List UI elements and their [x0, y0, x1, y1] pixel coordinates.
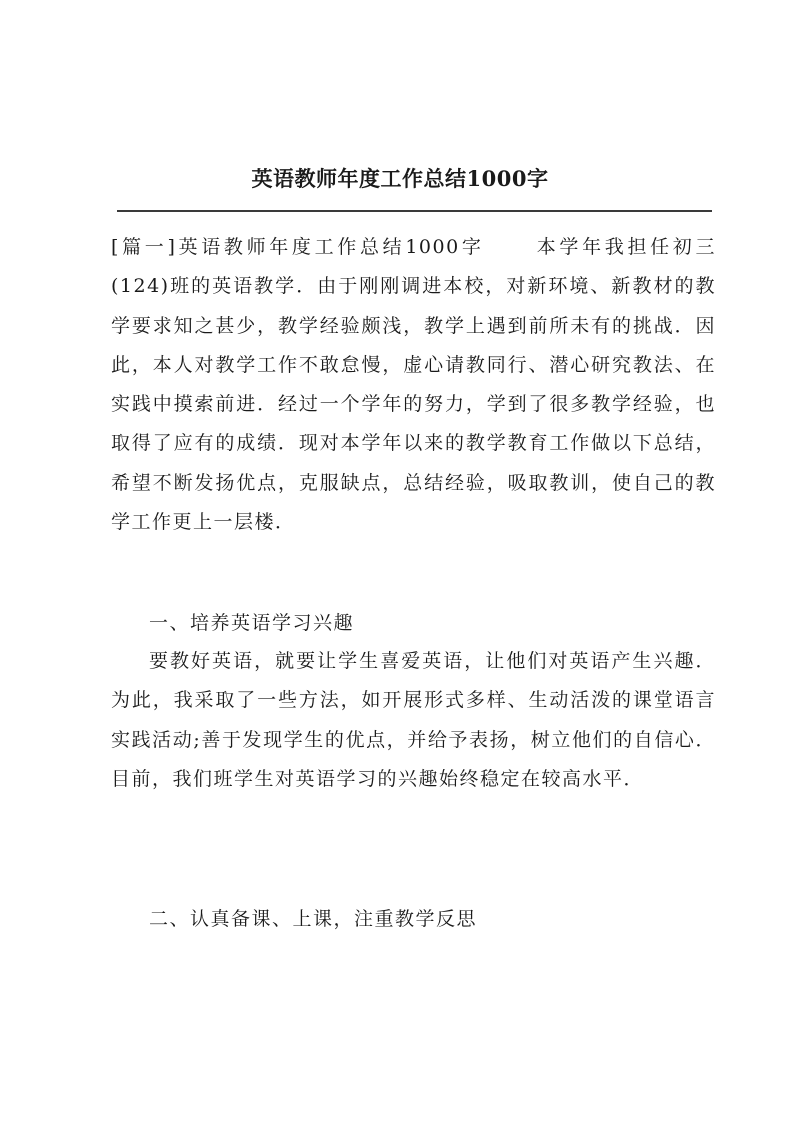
section-1-body: 要教好英语，就要让学生喜爱英语，让他们对英语产生兴趣．为此，我采取了一些方法，如开展形式多样、生动活泼的课堂语言实践活动;善于发现学生的优点，并给予表扬，树立他们的自信心．目前，我们班学生对英语学习的兴趣始终稳定在较高水平． — [111, 650, 716, 790]
intro-paragraph — [111, 228, 716, 542]
section-2-heading: 二、认真备课、上课，注重教学反思 — [149, 908, 478, 930]
intro-label: [篇一]英语教师年度工作总结1000字 — [111, 236, 485, 258]
title-divider — [117, 210, 712, 212]
section-1-heading: 一、培养英语学习兴趣 — [149, 612, 355, 634]
intro-body: 本学年我担任初三(124)班的英语教学．由于刚刚调进本校，对新环境、新教材的教学要求知之甚少，教学经验颇浅，教学上遇到前所未有的挑战．因此，本人对教学工作不敢怠慢，虚心请教同行、潜心研究教法、在实践中摸索前进．经过一个学年的努力，学到了很多教学经验，也取得了应有的成绩．现对本学年以来的教学教育工作做以下总结，希望不断发扬优点，克服缺点，总结经验，吸取教训，使自己的教学工作更上一层楼． — [111, 236, 716, 534]
document-title: 英语教师年度工作总结1000字 — [251, 166, 549, 191]
